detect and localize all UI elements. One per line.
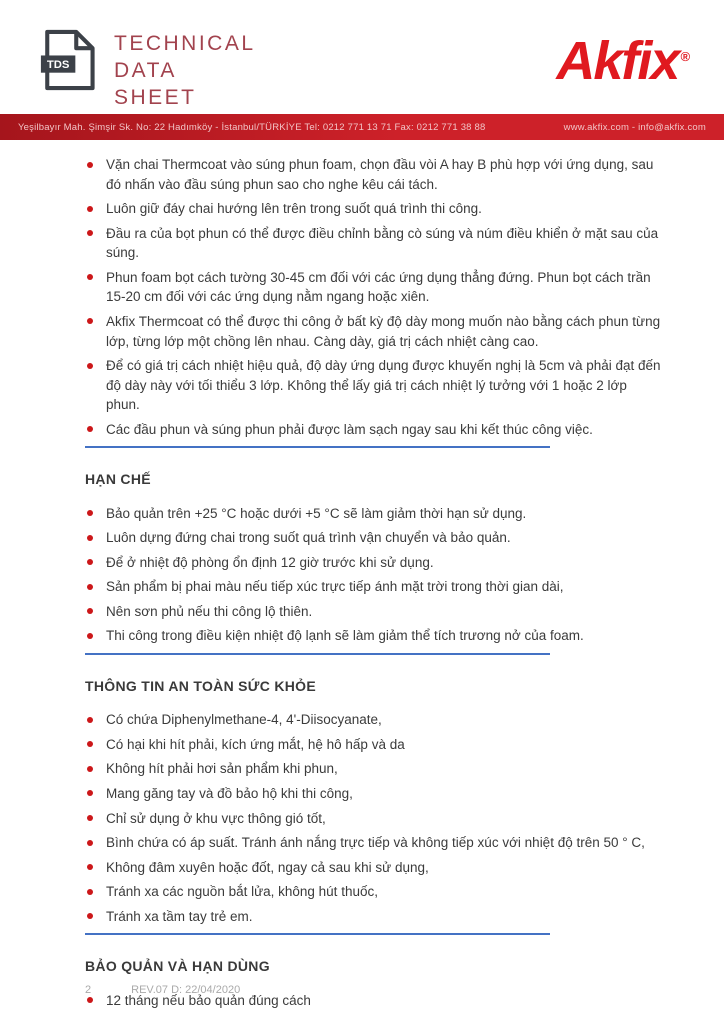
tds-label: TDS: [46, 59, 70, 72]
list-item-text: Phun foam bọt cách tường 30-45 cm đối với các ứng dụng thẳng đứng. Phun bọt cách trần 15-20 cm đối với các ứng dụng nằm ngang hoặc xiên.: [106, 269, 651, 305]
bullet-icon: [87, 997, 93, 1003]
bullet-icon: [87, 633, 93, 639]
document-section: [85, 155, 664, 448]
bullet-icon: [87, 766, 93, 772]
list-item-text: Đầu ra của bọt phun có thể được điều chỉnh bằng cò súng và núm điều khiển ở mặt sau của súng.: [106, 225, 659, 261]
list-item-text: Không hít phải hơi sản phẩm khi phun,: [106, 761, 338, 777]
list-item: [85, 312, 664, 351]
registered-mark: ®: [680, 49, 690, 64]
content: [0, 140, 724, 1024]
document-section: [85, 676, 664, 935]
page-number: 2: [85, 984, 92, 996]
list-item: [85, 553, 664, 573]
company-address: Yeşilbayır Mah. Şimşir Sk. No: 22 Hadımköy - İstanbul/TÜRKİYE Tel: 0212 771 13 71 Fax: 0212 771 38 88: [18, 121, 486, 133]
list-item-text: Bình chứa có áp suất. Tránh ánh nắng trực tiếp và không tiếp xúc với nhiệt độ trên 50 ° C,: [106, 835, 645, 851]
list-item-text: Chỉ sử dụng ở khu vực thông gió tốt,: [106, 810, 326, 826]
bullet-icon: [87, 840, 93, 846]
list-item-text: Các đầu phun và súng phun phải được làm sạch ngay sau khi kết thúc công việc.: [106, 421, 593, 437]
document-header: [0, 0, 724, 114]
list-item: [85, 833, 664, 853]
list-item: [85, 784, 664, 804]
bullet-icon: [87, 162, 93, 168]
bullet-icon: [87, 913, 93, 919]
bullet-list: [85, 504, 664, 646]
contact-bar: [0, 114, 724, 140]
bullet-icon: [87, 889, 93, 895]
bullet-icon: [87, 274, 93, 280]
list-item-text: Có chứa Diphenylmethane-4, 4'-Diisocyanate,: [106, 712, 382, 728]
sheet-title-line: DATA: [114, 59, 177, 82]
sheet-title-line: TECHNICAL: [114, 32, 256, 55]
section-divider: [85, 446, 550, 448]
list-item: [85, 356, 664, 415]
list-item-text: Bảo quản trên +25 °C hoặc dưới +5 °C sẽ làm giảm thời hạn sử dụng.: [106, 505, 527, 521]
tds-brand-block: [40, 28, 256, 111]
akfix-logo-text: Akfix: [556, 31, 679, 91]
page-footer: [85, 984, 240, 996]
document-section: [85, 469, 664, 655]
bullet-list: [85, 155, 664, 439]
list-item-text: Akfix Thermcoat có thể được thi công ở bất kỳ độ dày mong muốn nào bằng cách phun từng lớp, từng lớp một chồng lên nhau. Càng dày, giá trị cách nhiệt càng cao.: [106, 313, 661, 349]
list-item: [85, 224, 664, 263]
list-item: [85, 420, 664, 440]
list-item: [85, 858, 664, 878]
list-item-text: Vặn chai Thermcoat vào súng phun foam, chọn đầu vòi A hay B phù hợp với ứng dụng, sau đó nhấn vào đầu súng phun sao cho nghe kêu cái tách.: [106, 157, 654, 192]
list-item-text: Không đâm xuyên hoặc đốt, ngay cả sau khi sử dụng,: [106, 859, 429, 875]
list-item-text: Để ở nhiệt độ phòng ổn định 12 giờ trước khi sử dụng.: [106, 554, 434, 570]
list-item-text: Để có giá trị cách nhiệt hiệu quả, độ dày ứng dụng được khuyến nghị là 5cm và phải đạt đến độ dày này với tối thiểu 3 lớp. Không thể lấy giá trị cách nhiệt lý tưởng với 1 hoặc 2 lớp phun.: [106, 358, 661, 413]
bullet-icon: [87, 510, 93, 516]
list-item: [85, 735, 664, 755]
bullet-icon: [87, 426, 93, 432]
list-item-text: Nên sơn phủ nếu thi công lộ thiên.: [106, 603, 313, 619]
bullet-icon: [87, 790, 93, 796]
list-item-text: Luôn dựng đứng chai trong suốt quá trình vận chuyển và bảo quản.: [106, 530, 511, 546]
bullet-icon: [87, 206, 93, 212]
section-heading: BẢO QUẢN VÀ HẠN DÙNG: [85, 958, 270, 975]
bullet-icon: [87, 584, 93, 590]
bullet-icon: [87, 717, 93, 723]
tds-document-icon: [40, 28, 98, 92]
list-item: [85, 809, 664, 829]
akfix-logo: [556, 28, 690, 91]
section-divider: [85, 933, 550, 935]
list-item: [85, 907, 664, 927]
list-item: [85, 155, 664, 194]
list-item: [85, 759, 664, 779]
list-item: [85, 710, 664, 730]
list-item-text: Tránh xa tầm tay trẻ em.: [106, 908, 253, 924]
list-item-text: Mang găng tay và đồ bảo hộ khi thi công,: [106, 785, 353, 801]
list-item-text: Có hại khi hít phải, kích ứng mắt, hệ hô hấp và da: [106, 736, 405, 752]
bullet-icon: [87, 864, 93, 870]
list-item: [85, 528, 664, 548]
section-heading: THÔNG TIN AN TOÀN SỨC KHỎE: [85, 677, 316, 694]
bullet-list: [85, 710, 664, 926]
sheet-title: [114, 28, 256, 111]
list-item: [85, 577, 664, 597]
list-item: [85, 199, 664, 219]
bullet-icon: [87, 230, 93, 236]
list-item: [85, 602, 664, 622]
bullet-icon: [87, 559, 93, 565]
bullet-icon: [87, 741, 93, 747]
bullet-icon: [87, 608, 93, 614]
list-item-text: Thi công trong điều kiện nhiệt độ lạnh sẽ làm giảm thể tích trương nở của foam.: [106, 628, 584, 644]
company-website: www.akfix.com - info@akfix.com: [563, 121, 706, 133]
bullet-icon: [87, 535, 93, 541]
sheet-title-line: SHEET: [114, 86, 197, 109]
list-item: [85, 882, 664, 902]
list-item-text: Tránh xa các nguồn bắt lửa, không hút thuốc,: [106, 884, 378, 900]
revision-label: REV.07 D: 22/04/2020: [131, 984, 241, 996]
list-item-text: Luôn giữ đáy chai hướng lên trên trong suốt quá trình thi công.: [106, 201, 482, 217]
list-item: [85, 504, 664, 524]
bullet-icon: [87, 363, 93, 369]
section-heading: HẠN CHẾ: [85, 471, 151, 488]
list-item: [85, 268, 664, 307]
list-item: [85, 626, 664, 646]
list-item-text: 12 tháng nếu bảo quản đúng cách: [106, 992, 311, 1008]
bullet-icon: [87, 815, 93, 821]
list-item-text: Sản phẩm bị phai màu nếu tiếp xúc trực tiếp ánh mặt trời trong thời gian dài,: [106, 579, 564, 595]
section-divider: [85, 653, 550, 655]
bullet-icon: [87, 318, 93, 324]
